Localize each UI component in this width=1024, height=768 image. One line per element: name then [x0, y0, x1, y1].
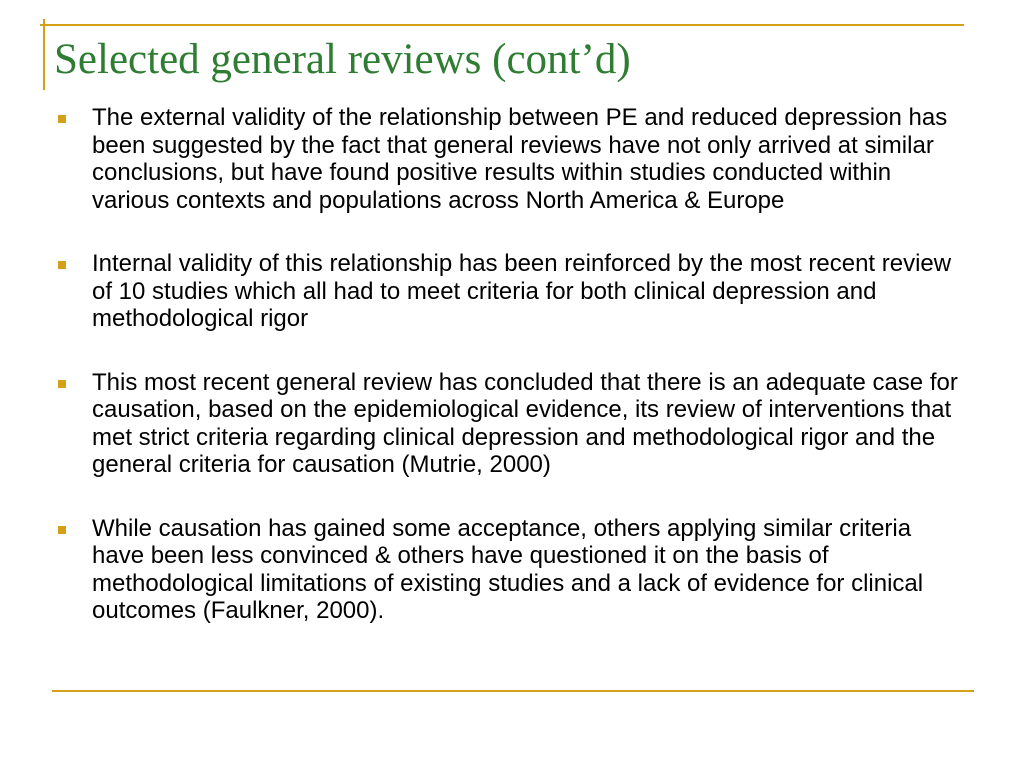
bullet-item — [58, 250, 968, 333]
bullet-text: While causation has gained some acceptance, others applying similar criteria have been less convinced & others have questioned it on the basis of methodological limitations of existing studies and a lack of evidence for clinical outcomes (Faulkner, 2000). — [92, 514, 924, 624]
square-bullet-icon — [58, 115, 66, 123]
bullet-text: This most recent general review has concluded that there is an adequate case for causation, based on the epidemiological evidence, its review of interventions that met strict criteria regarding clinical depression and methodological rigor and the general criteria for causation (Mutrie, 2000) — [92, 368, 958, 478]
bullet-text: The external validity of the relationship between PE and reduced depression has been suggested by the fact that general reviews have not only arrived at similar conclusions, but have found positive results within studies conducted within various contexts and populations across North America & Europe — [92, 104, 948, 214]
top-rule — [40, 24, 964, 26]
bullet-item — [58, 104, 968, 214]
bullet-item — [58, 369, 968, 479]
square-bullet-icon — [58, 380, 66, 388]
bullet-list — [58, 104, 968, 661]
left-rule — [43, 19, 45, 90]
square-bullet-icon — [58, 261, 66, 269]
bottom-rule — [52, 690, 974, 692]
square-bullet-icon — [58, 526, 66, 534]
bullet-item — [58, 515, 968, 625]
slide-title: Selected general reviews (cont’d) — [54, 36, 631, 83]
bullet-text: Internal validity of this relationship has been reinforced by the most recent review of 10 studies which all had to meet criteria for both clinical depression and methodological rigor — [92, 250, 952, 332]
